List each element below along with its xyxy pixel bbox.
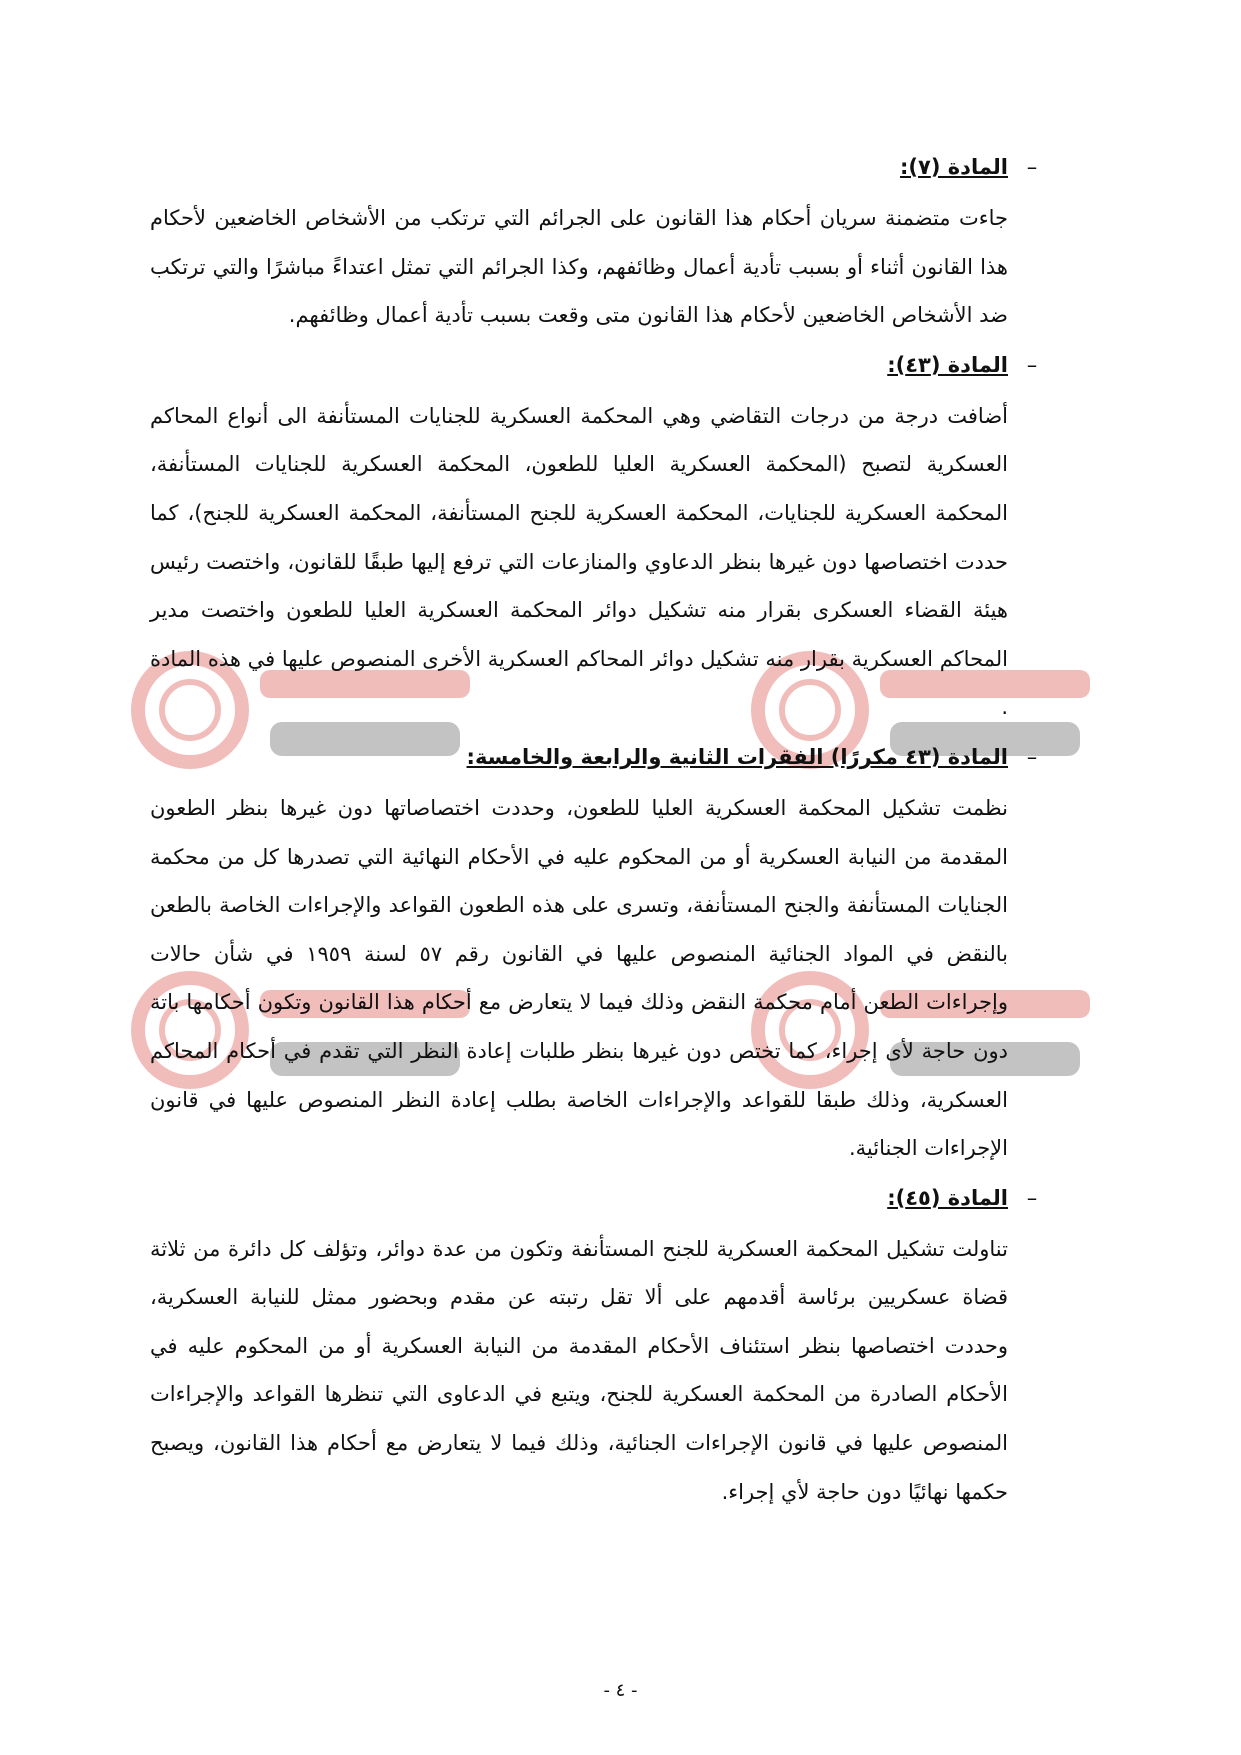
article-heading	[150, 1181, 1056, 1215]
article-section	[150, 348, 1056, 732]
page-number: - ٤ -	[603, 1680, 638, 1701]
article-heading	[150, 740, 1056, 774]
article-title: المادة (٤٥):	[887, 1185, 1008, 1210]
article-paragraph: نظمت تشكيل المحكمة العسكرية العليا للطعون، وحددت اختصاصاتها دون غيرها بنظر الطعون المقدمة من النيابة العسكرية أو من المحكوم عليه في الأحكام النهائية التي تصدرها كل من محكمة الجنايات المستأنفة والجنح المستأنفة، وتسرى على هذه الطعون القواعد والإجراءات الخاصة بالطعن بالنقض في المواد الجنائية المنصوص عليها في القانون رقم ٥٧ لسنة ١٩٥٩ في شأن حالات وإجراءات الطعن أمام محكمة النقض وذلك فيما لا يتعارض مع أحكام هذا القانون وتكون أحكامها باتة دون حاجة لأى إجراء، كما تختص دون غيرها بنظر طلبات إعادة النظر التي تقدم في أحكام المحاكم العسكرية، وذلك طبقا للقواعد والإجراءات الخاصة بطلب إعادة النظر المنصوص عليها في قانون الإجراءات الجنائية.	[150, 795, 1008, 1161]
article-heading	[150, 150, 1056, 184]
bullet-dash: –	[1026, 352, 1038, 377]
article-section	[150, 1181, 1056, 1517]
article-title: المادة (٤٣ مكررًا) الفقرات الثانية والرابعة والخامسة:	[466, 744, 1008, 769]
article-heading	[150, 348, 1056, 382]
bullet-dash: –	[1026, 1185, 1038, 1210]
article-section	[150, 150, 1056, 340]
article-paragraph: أضافت درجة من درجات التقاضي وهي المحكمة العسكرية للجنايات المستأنفة الى أنواع المحاكم العسكرية لتصبح (المحكمة العسكرية العليا للطعون، المحكمة العسكرية للجنايات المستأنفة، المحكمة العسكرية للجنايات، المحكمة العسكرية للجنح المستأنفة، المحكمة العسكرية للجنح)، كما حددت اختصاصها دون غيرها بنظر الدعاوي والمنازعات التي ترفع إليها طبقًا للقانون، واختصت رئيس هيئة القضاء العسكرى بقرار منه تشكيل دوائر المحكمة العسكرية العليا للطعون واختصت مدير المحاكم العسكرية بقرار منه تشكيل دوائر المحاكم العسكرية الأخرى المنصوص عليها في هذه المادة .	[150, 403, 1008, 720]
article-paragraph: تناولت تشكيل المحكمة العسكرية للجنح المستأنفة وتكون من عدة دوائر، وتؤلف كل دائرة من ثلاثة قضاة عسكريين برئاسة أقدمهم على ألا تقل رتبته عن مقدم وبحضور ممثل للنيابة العسكرية، وحددت اختصاصها بنظر استئناف الأحكام المقدمة من النيابة العسكرية أو من المحكوم عليه في الأحكام الصادرة من المحكمة العسكرية للجنح، ويتبع في الدعاوى التي تنظرها القواعد والإجراءات المنصوص عليها في قانون الإجراءات الجنائية، وذلك فيما لا يتعارض مع أحكام هذا القانون، ويصبح حكمها نهائيًا دون حاجة لأي إجراء.	[150, 1236, 1008, 1504]
article-paragraph: جاءت متضمنة سريان أحكام هذا القانون على الجرائم التي ترتكب من الأشخاص الخاضعين لأحكام هذا القانون أثناء أو بسبب تأدية أعمال وظائفهم، وكذا الجرائم التي تمثل اعتداءً مباشرًا والتي ترتكب ضد الأشخاص الخاضعين لأحكام هذا القانون متى وقعت بسبب تأدية أعمال وظائفهم.	[150, 206, 1008, 328]
bullet-dash: –	[1026, 155, 1038, 179]
article-title: المادة (٤٣):	[887, 352, 1008, 377]
article-title: المادة (٧):	[900, 155, 1008, 179]
article-section	[150, 740, 1056, 1173]
bullet-dash: –	[1026, 744, 1038, 769]
document-body	[150, 150, 1056, 1524]
